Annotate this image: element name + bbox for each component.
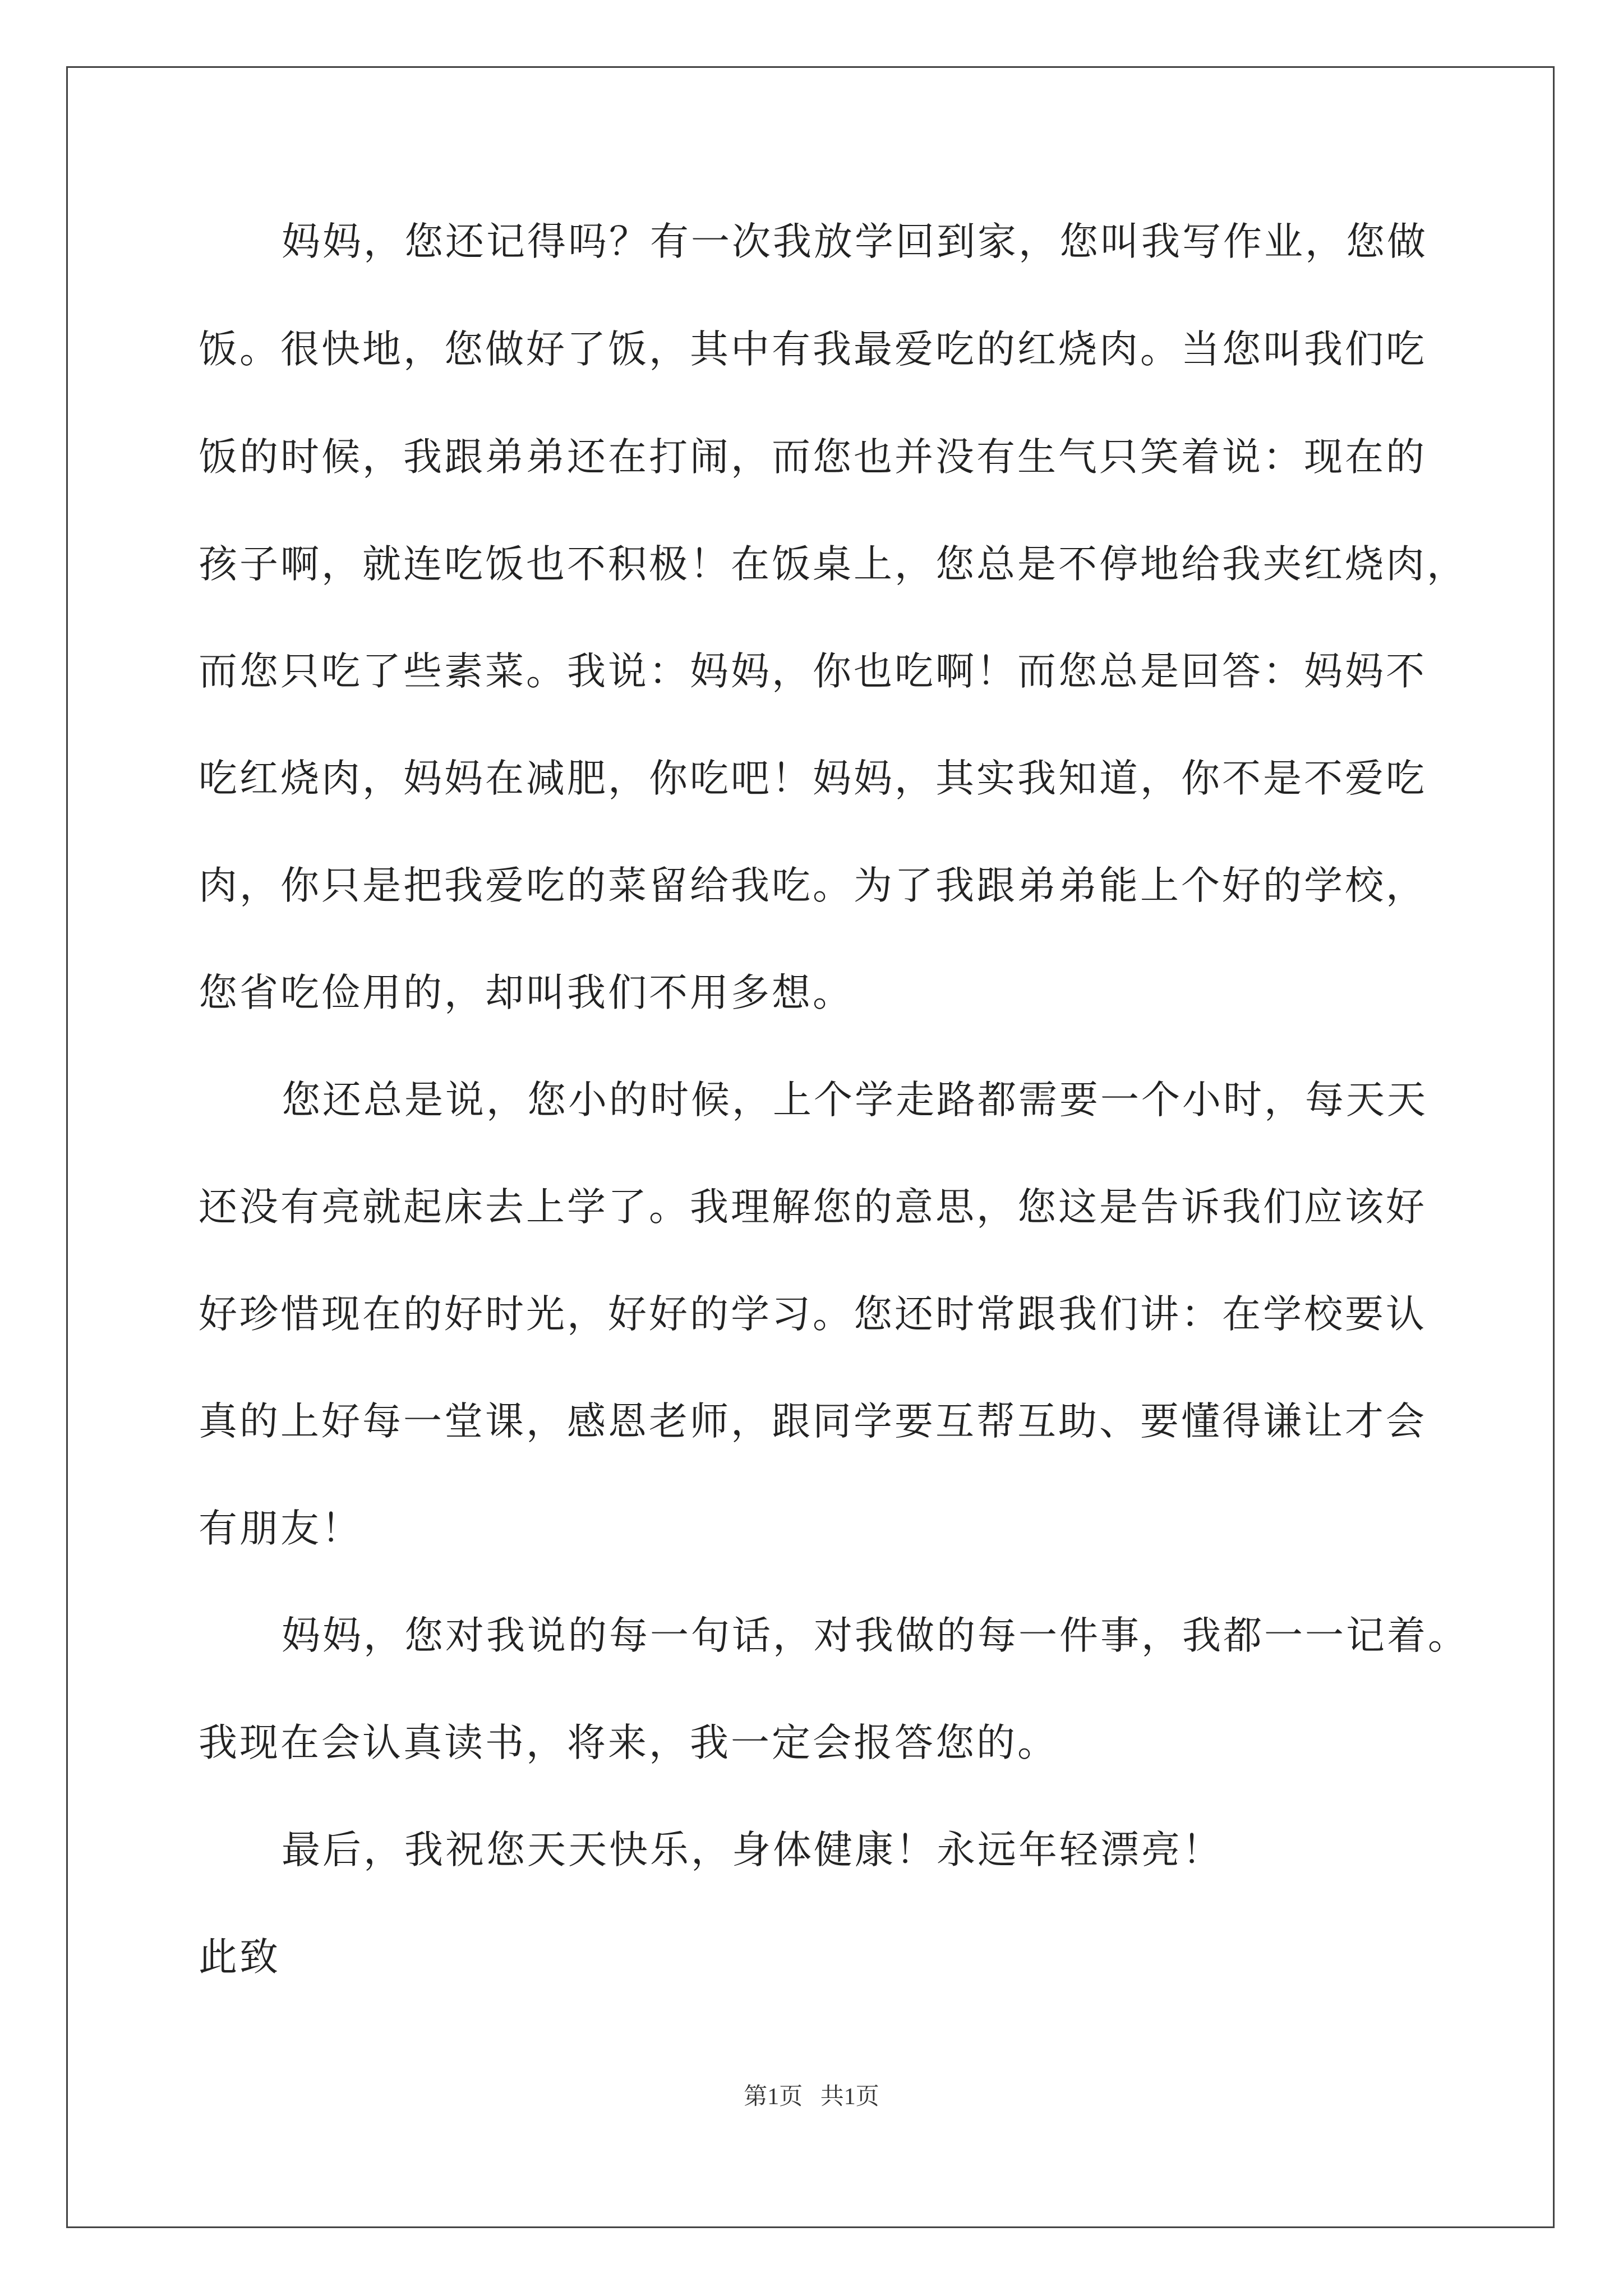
text-line: 肉，你只是把我爱吃的菜留给我吃。为了我跟弟弟能上个好的学校，: [199, 863, 1427, 908]
text-line: 孩子啊，就连吃饭也不积极！在饭桌上，您总是不停地给我夹红烧肉，: [199, 542, 1468, 587]
page-footer: [0, 2081, 1623, 2113]
text-line: 我现在会认真读书，将来，我一定会报答您的。: [199, 1720, 1058, 1765]
text-line: 饭的时候，我跟弟弟还在打闹，而您也并没有生气只笑着说：现在的: [199, 435, 1427, 480]
text-line: 真的上好每一堂课，感恩老师，跟同学要互帮互助、要懂得谦让才会: [199, 1399, 1427, 1444]
text-line: 好珍惜现在的好时光，好好的学习。您还时常跟我们讲：在学校要认: [199, 1292, 1427, 1337]
text-line: 而您只吃了些素菜。我说：妈妈，你也吃啊！而您总是回答：妈妈不: [199, 649, 1427, 694]
page-number: 第1页: [744, 2084, 803, 2110]
page-border: [66, 66, 1555, 2228]
text-line: 最后，我祝您天天快乐，身体健康！永远年轻漂亮！: [282, 1828, 1223, 1872]
text-line: 您还总是说，您小的时候，上个学走路都需要一个小时，每天天: [282, 1078, 1428, 1122]
text-line: 此致: [199, 1935, 280, 1980]
page-total: 共1页: [820, 2084, 879, 2110]
text-line: 饭。很快地，您做好了饭，其中有我最爱吃的红烧肉。当您叫我们吃: [199, 327, 1427, 372]
text-line: 有朋友！: [199, 1506, 362, 1551]
text-line: 还没有亮就起床去上学了。我理解您的意思，您这是告诉我们应该好: [199, 1185, 1427, 1230]
text-line: 吃红烧肉，妈妈在减肥，你吃吧！妈妈，其实我知道，你不是不爱吃: [199, 756, 1427, 801]
text-line: 妈妈，您还记得吗？有一次我放学回到家，您叫我写作业，您做: [282, 219, 1428, 264]
text-line: 您省吃俭用的，却叫我们不用多想。: [199, 970, 854, 1015]
text-line: 妈妈，您对我说的每一句话，对我做的每一件事，我都一一记着。: [282, 1613, 1469, 1658]
